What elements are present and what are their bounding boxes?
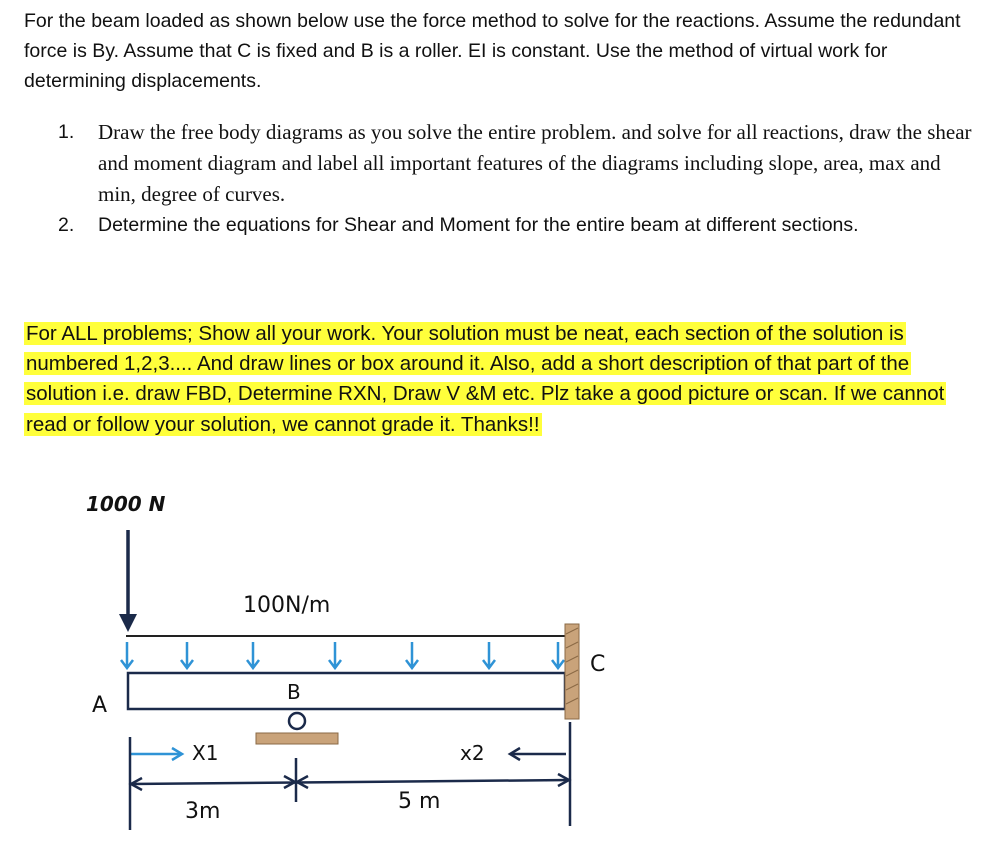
label-b: B bbox=[287, 680, 301, 704]
problem-statement: For the beam loaded as shown below use the force method to solve for the reactions. Assume the redundant force is By. Assume that C is fixed and B is a roller. EI is constant. Use the method of virtual work for determining displacements. bbox=[24, 10, 961, 92]
x2-arrow bbox=[510, 748, 566, 760]
label-a: A bbox=[92, 693, 108, 718]
x1-label: X1 bbox=[192, 741, 219, 765]
task-number: 1. bbox=[58, 121, 75, 143]
point-load-label: 1000 N bbox=[86, 492, 166, 516]
roller-ground bbox=[256, 733, 338, 744]
distributed-load bbox=[121, 636, 565, 668]
x1-arrow bbox=[130, 748, 182, 760]
span-bc-label: 5 m bbox=[398, 789, 441, 814]
x2-label: x2 bbox=[460, 741, 485, 765]
task-text: Draw the free body diagrams as you solve the entire problem. and solve for all reactions, draw the shear and moment diagram and label all important features of the diagrams including slope, area, max and min, degree of curves. bbox=[98, 120, 972, 206]
point-load-arrow bbox=[119, 530, 137, 632]
fixed-support-c bbox=[565, 624, 579, 719]
span-ab-label: 3m bbox=[185, 799, 221, 824]
distributed-load-label: 100N/m bbox=[243, 593, 331, 618]
beam bbox=[128, 673, 565, 709]
task-number: 2. bbox=[58, 214, 75, 236]
roller-b bbox=[289, 713, 305, 729]
task-text: Determine the equations for Shear and Moment for the entire beam at different sections. bbox=[98, 214, 859, 236]
label-c: C bbox=[590, 652, 606, 677]
instructions-text: For ALL problems; Show all your work. Your solution must be neat, each section of the solution is numbered 1,2,3.... And draw lines or box around it. Also, add a short description of that part of the solution i.e. draw FBD, Determine RXN, Draw V &M etc. Plz take a good picture or scan. If we cannot read or follow your solution, we cannot grade it. Thanks!! bbox=[26, 322, 945, 436]
